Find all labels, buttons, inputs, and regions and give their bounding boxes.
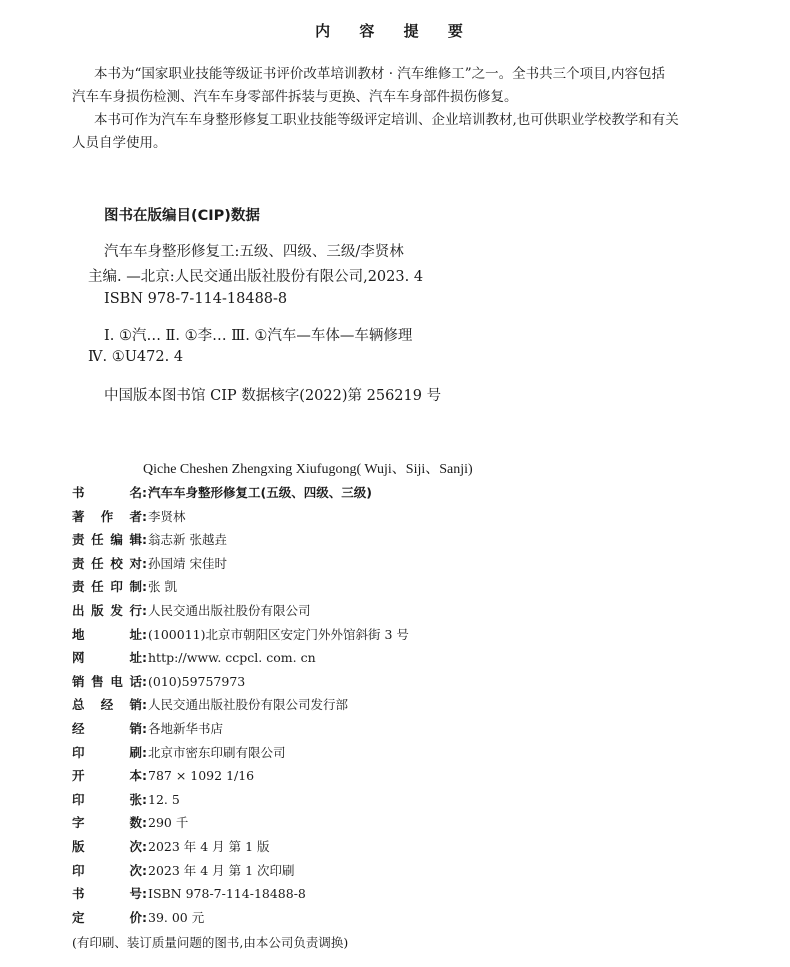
colophon-row — [72, 483, 372, 503]
cip-line-subjects: Ⅰ. ①汽… Ⅱ. ①李… Ⅲ. ①汽车—车体—车辆修理 — [104, 328, 413, 344]
colophon-row-value: http://www. ccpcl. com. cn — [148, 650, 316, 666]
colophon-row-colon: : — [142, 815, 147, 831]
colophon-row-label: 责任印制 — [72, 579, 142, 595]
colophon-row-label: 出版发行 — [72, 603, 142, 618]
colophon-row-label: 著作者 — [72, 508, 142, 524]
colophon-row — [72, 813, 188, 833]
colophon-row — [72, 625, 409, 645]
colophon-row-value: 翁志新 张越垚 — [148, 532, 227, 548]
colophon-row-colon: : — [142, 626, 147, 642]
colophon-row-value: 张 凯 — [148, 579, 177, 595]
cip-line-classification: Ⅳ. ①U472. 4 — [88, 349, 184, 365]
colophon-row-label: 字数 — [72, 815, 142, 831]
colophon-row-label: 经销 — [72, 721, 142, 736]
colophon-row — [72, 530, 227, 550]
colophon-row-colon: : — [142, 697, 147, 713]
colophon-row-value: 人民交通出版社股份有限公司 — [148, 603, 311, 618]
colophon-row-value: 39. 00 元 — [148, 909, 205, 925]
cip-line-publisher: 主编. —北京:人民交通出版社股份有限公司,2023. 4 — [88, 269, 424, 285]
colophon-row — [72, 743, 286, 763]
colophon-row-value: 李贤林 — [148, 508, 186, 524]
colophon-row-value: (100011)北京市朝阳区安定门外外馆斜街 3 号 — [148, 626, 409, 642]
colophon-row-value: 北京市密东印刷有限公司 — [148, 744, 286, 760]
colophon-row — [72, 648, 316, 668]
colophon-row-colon: : — [142, 862, 147, 878]
colophon-row-label: 书号 — [72, 886, 142, 902]
colophon-row-colon: : — [142, 768, 147, 784]
colophon-row — [72, 672, 245, 692]
colophon-row-label: 印刷 — [72, 744, 142, 760]
colophon-row-colon: : — [142, 721, 147, 736]
page-title: 内 容 提 要 — [315, 22, 475, 40]
colophon-row-value: (010)59757973 — [148, 673, 246, 689]
colophon-row-value: 汽车车身整形修复工(五级、四级、三级) — [148, 485, 372, 500]
colophon-row — [72, 695, 348, 715]
colophon-row-colon: : — [142, 508, 147, 524]
colophon-row — [72, 507, 186, 527]
colophon-row-label: 责任编辑 — [72, 532, 142, 548]
pinyin-title: Qiche Cheshen Zhengxing Xiufugong( Wuji、Siji、Sanji) — [143, 462, 473, 477]
colophon-row — [72, 577, 177, 597]
colophon-row-value: 787 × 1092 1/16 — [148, 768, 255, 784]
colophon-row-label: 印次 — [72, 862, 142, 878]
colophon-row-label: 定价 — [72, 909, 142, 925]
cip-line-record-number: 中国版本图书馆 CIP 数据核字(2022)第 256219 号 — [104, 388, 442, 404]
colophon-row-colon: : — [142, 839, 147, 854]
colophon-row-colon: : — [142, 603, 147, 618]
colophon-row-label: 责任校对 — [72, 555, 142, 571]
colophon-row-label: 开本 — [72, 768, 142, 784]
colophon-row — [72, 601, 311, 621]
colophon-row-colon: : — [142, 650, 147, 666]
summary-paragraph-2-line-1: 本书可作为汽车车身整形修复工职业技能等级评定培训、企业培训教材,也可供职业学校教学和有关 — [94, 112, 679, 128]
summary-paragraph-2-line-2: 人员自学使用。 — [72, 135, 167, 151]
colophon-row-label: 总经销 — [72, 697, 142, 713]
colophon-row-colon: : — [142, 532, 147, 548]
colophon-row-colon: : — [142, 744, 147, 760]
summary-paragraph-1-line-1: 本书为“国家职业技能等级证书评价改革培训教材 · 汽车维修工”之一。全书共三个项目,内容包括 — [94, 66, 665, 82]
summary-paragraph-1-line-2: 汽车车身损伤检测、汽车车身零部件拆装与更换、汽车车身部件损伤修复。 — [72, 89, 518, 105]
colophon-row-label: 地址 — [72, 626, 142, 642]
colophon-row-label: 书名 — [72, 485, 142, 500]
colophon-row-colon: : — [142, 555, 147, 571]
quality-notice: (有印刷、装订质量问题的图书,由本公司负责调换) — [72, 935, 349, 950]
colophon-row — [72, 837, 270, 857]
colophon-row-value: 12. 5 — [148, 791, 180, 807]
colophon-row-value: 290 千 — [148, 815, 189, 831]
colophon-row — [72, 861, 295, 881]
colophon-row-colon: : — [142, 673, 147, 689]
colophon-row-colon: : — [142, 791, 147, 807]
cip-line-title: 汽车车身整形修复工:五级、四级、三级/李贤林 — [104, 244, 404, 260]
colophon-row-label: 版次 — [72, 839, 142, 854]
colophon-row-value: 2023 年 4 月 第 1 版 — [148, 839, 270, 854]
cip-line-isbn: ISBN 978-7-114-18488-8 — [104, 291, 288, 307]
colophon-row-colon: : — [142, 886, 147, 902]
colophon-row-label: 印张 — [72, 791, 142, 807]
colophon-row-value: 人民交通出版社股份有限公司发行部 — [148, 697, 349, 713]
cip-heading: 图书在版编目(CIP)数据 — [104, 208, 260, 224]
colophon-row-value: 各地新华书店 — [148, 721, 224, 736]
colophon-row — [72, 790, 180, 810]
colophon-row — [72, 908, 204, 928]
colophon-row — [72, 884, 306, 904]
colophon-row-value: 孙国靖 宋佳时 — [148, 555, 227, 571]
colophon-row-value: ISBN 978-7-114-18488-8 — [148, 886, 306, 902]
colophon-row-label: 网址 — [72, 650, 142, 666]
colophon-row-value: 2023 年 4 月 第 1 次印刷 — [148, 862, 295, 878]
colophon-row — [72, 554, 227, 574]
colophon-row-colon: : — [142, 579, 147, 595]
colophon-row — [72, 719, 223, 739]
colophon-row — [72, 766, 254, 786]
colophon-row-label: 销售电话 — [72, 673, 142, 689]
colophon-row-colon: : — [142, 485, 147, 500]
colophon-row-colon: : — [142, 909, 147, 925]
